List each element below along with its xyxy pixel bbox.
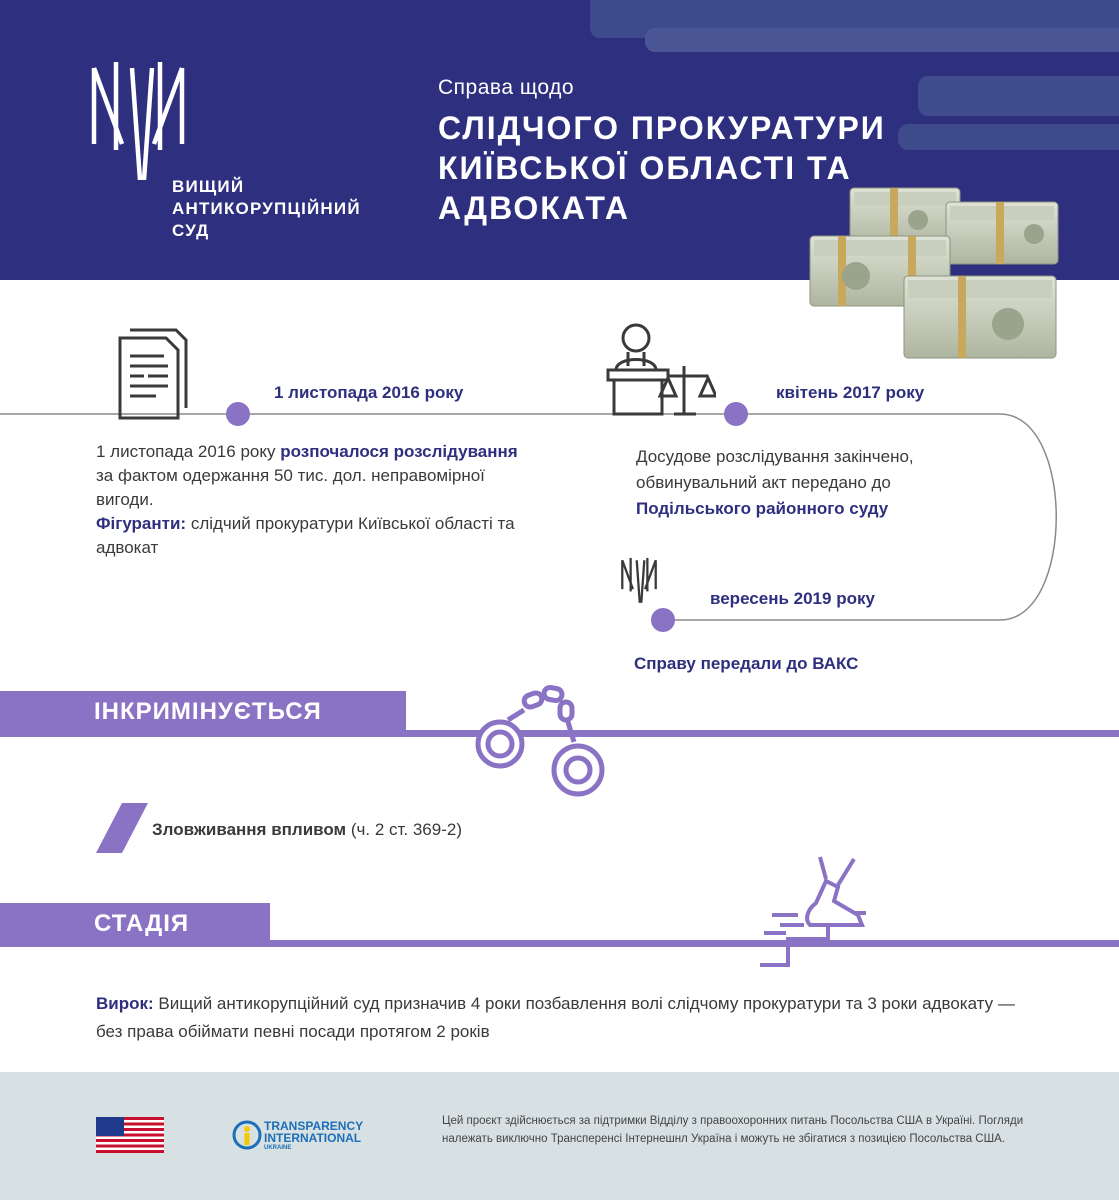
us-flag-icon (96, 1117, 164, 1153)
stage-section-title: СТАДІЯ (0, 903, 270, 945)
text-part: 1 листопада 2016 року (96, 442, 281, 461)
document-icon (116, 328, 188, 420)
court-logo-text (172, 176, 361, 242)
decor-bar (898, 124, 1119, 150)
timeline-dot (651, 608, 675, 632)
timeline-dot (226, 402, 250, 426)
event3-description: Справу передали до ВАКС (634, 654, 859, 673)
text-part: Досудове розслідування закінчено, обвинувальний акт передано до (636, 447, 914, 492)
verdict-label: Вирок: (96, 994, 154, 1013)
decor-bar (918, 76, 1119, 116)
ti-line: UKRAINE (264, 1145, 292, 1151)
decor-bar (645, 28, 1119, 52)
case-title-line: КИЇВСЬКОЇ ОБЛАСТІ ТА (438, 150, 852, 186)
timeline-dot (724, 402, 748, 426)
handcuffs-icon (472, 680, 608, 800)
event2-description (636, 444, 976, 522)
charge-bullet-icon (96, 803, 152, 853)
court-logo-icon (88, 60, 188, 180)
charge-name: Зловживання впливом (152, 820, 347, 839)
text-bold: розпочалося розслідування (280, 442, 518, 461)
charge-item (152, 820, 462, 840)
case-subtitle: Справа щодо (438, 76, 575, 99)
ti-line: TRANSPARENCY (264, 1119, 364, 1133)
event3-date: вересень 2019 року (710, 589, 875, 608)
logo-line: ВИЩИЙ (172, 177, 245, 196)
footer-disclaimer: Цей проєкт здійснюється за підтримки Відділу з правоохоронних питань Посольства США в Україні. Погляди належать виключно Трансперенсі Інтернешнл Україна і можуть не збігатися з позицією Посольства США. (442, 1115, 1024, 1145)
verdict-text (96, 990, 1016, 1046)
verdict-body: Вищий антикорупційний суд призначив 4 роки позбавлення волі слідчому прокуратури та 3 роки адвокату — без права обіймати певні посади протягом 2 років (96, 994, 1015, 1041)
case-title-line: СЛІДЧОГО ПРОКУРАТУРИ (438, 110, 886, 146)
event1-date: 1 листопада 2016 року (274, 383, 464, 402)
event2-date: квітень 2017 року (776, 383, 925, 402)
logo-line: СУД (172, 221, 210, 240)
ti-line: INTERNATIONAL (264, 1131, 362, 1145)
text-bold: Фігуранти: (96, 514, 187, 533)
charge-article: (ч. 2 ст. 369-2) (346, 820, 462, 839)
charged-section-title: ІНКРИМІНУЄТЬСЯ (0, 691, 406, 733)
logo-line: АНТИКОРУПЦІЙНИЙ (172, 199, 361, 218)
case-title-line: АДВОКАТА (438, 190, 630, 226)
step-forward-icon (758, 855, 878, 967)
text-part: слідчий прокуратури Київської області та адвокат (96, 514, 515, 557)
court-small-logo-icon (620, 556, 658, 604)
judge-icon (606, 320, 716, 420)
text-bold: Подільського районного суду (636, 499, 889, 518)
transparency-international-icon (232, 1120, 262, 1150)
event1-description (96, 440, 526, 560)
transparency-international-logo (264, 1120, 363, 1152)
text-part: за фактом одержання 50 тис. дол. неправомірної вигоди. (96, 466, 485, 509)
